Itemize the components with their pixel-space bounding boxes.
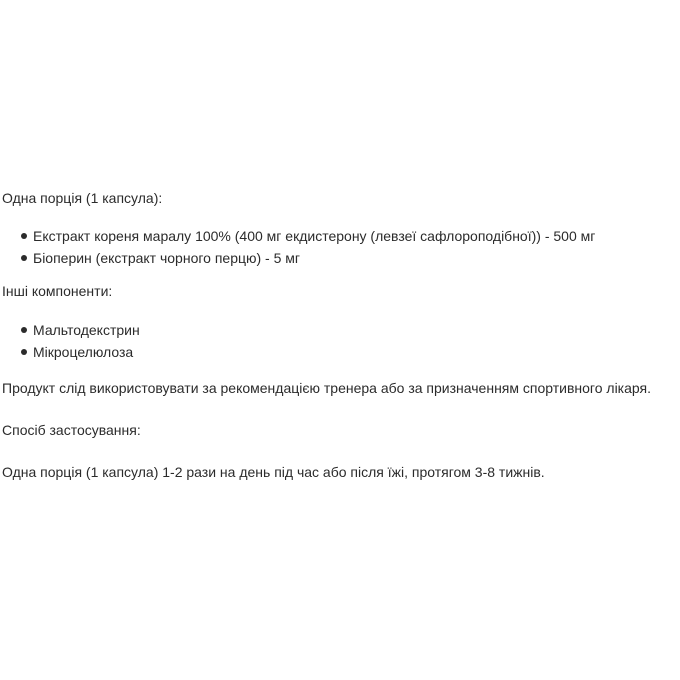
bullet-icon <box>21 327 27 333</box>
bullet-icon <box>21 255 27 261</box>
list-item <box>2 225 678 247</box>
other-components-list <box>2 319 678 363</box>
other-components-heading: Інші компоненти: <box>2 283 113 299</box>
serving-heading: Одна порція (1 капсула): <box>2 190 163 206</box>
list-item <box>2 341 678 363</box>
component-text: Мікроцелюлоза <box>33 344 134 360</box>
ingredients-list <box>2 225 678 269</box>
ingredient-text: Екстракт кореня маралу 100% (400 мг екдистерону (левзеї сафлороподібної)) - 500 мг <box>33 228 596 244</box>
list-item <box>2 319 678 341</box>
ingredient-text: Біоперин (екстракт чорного перцю) - 5 мг <box>33 250 301 266</box>
recommendation-text: Продукт слід використовувати за рекомендацією тренера або за призначенням спортивного лікаря. <box>2 380 651 396</box>
usage-heading: Спосіб застосування: <box>2 422 141 438</box>
bullet-icon <box>21 349 27 355</box>
usage-text: Одна порція (1 капсула) 1-2 рази на день під час або після їжі, протягом 3-8 тижнів. <box>2 464 545 480</box>
component-text: Мальтодекстрин <box>33 322 140 338</box>
bullet-icon <box>21 233 27 239</box>
product-description <box>2 188 678 482</box>
list-item <box>2 247 678 269</box>
